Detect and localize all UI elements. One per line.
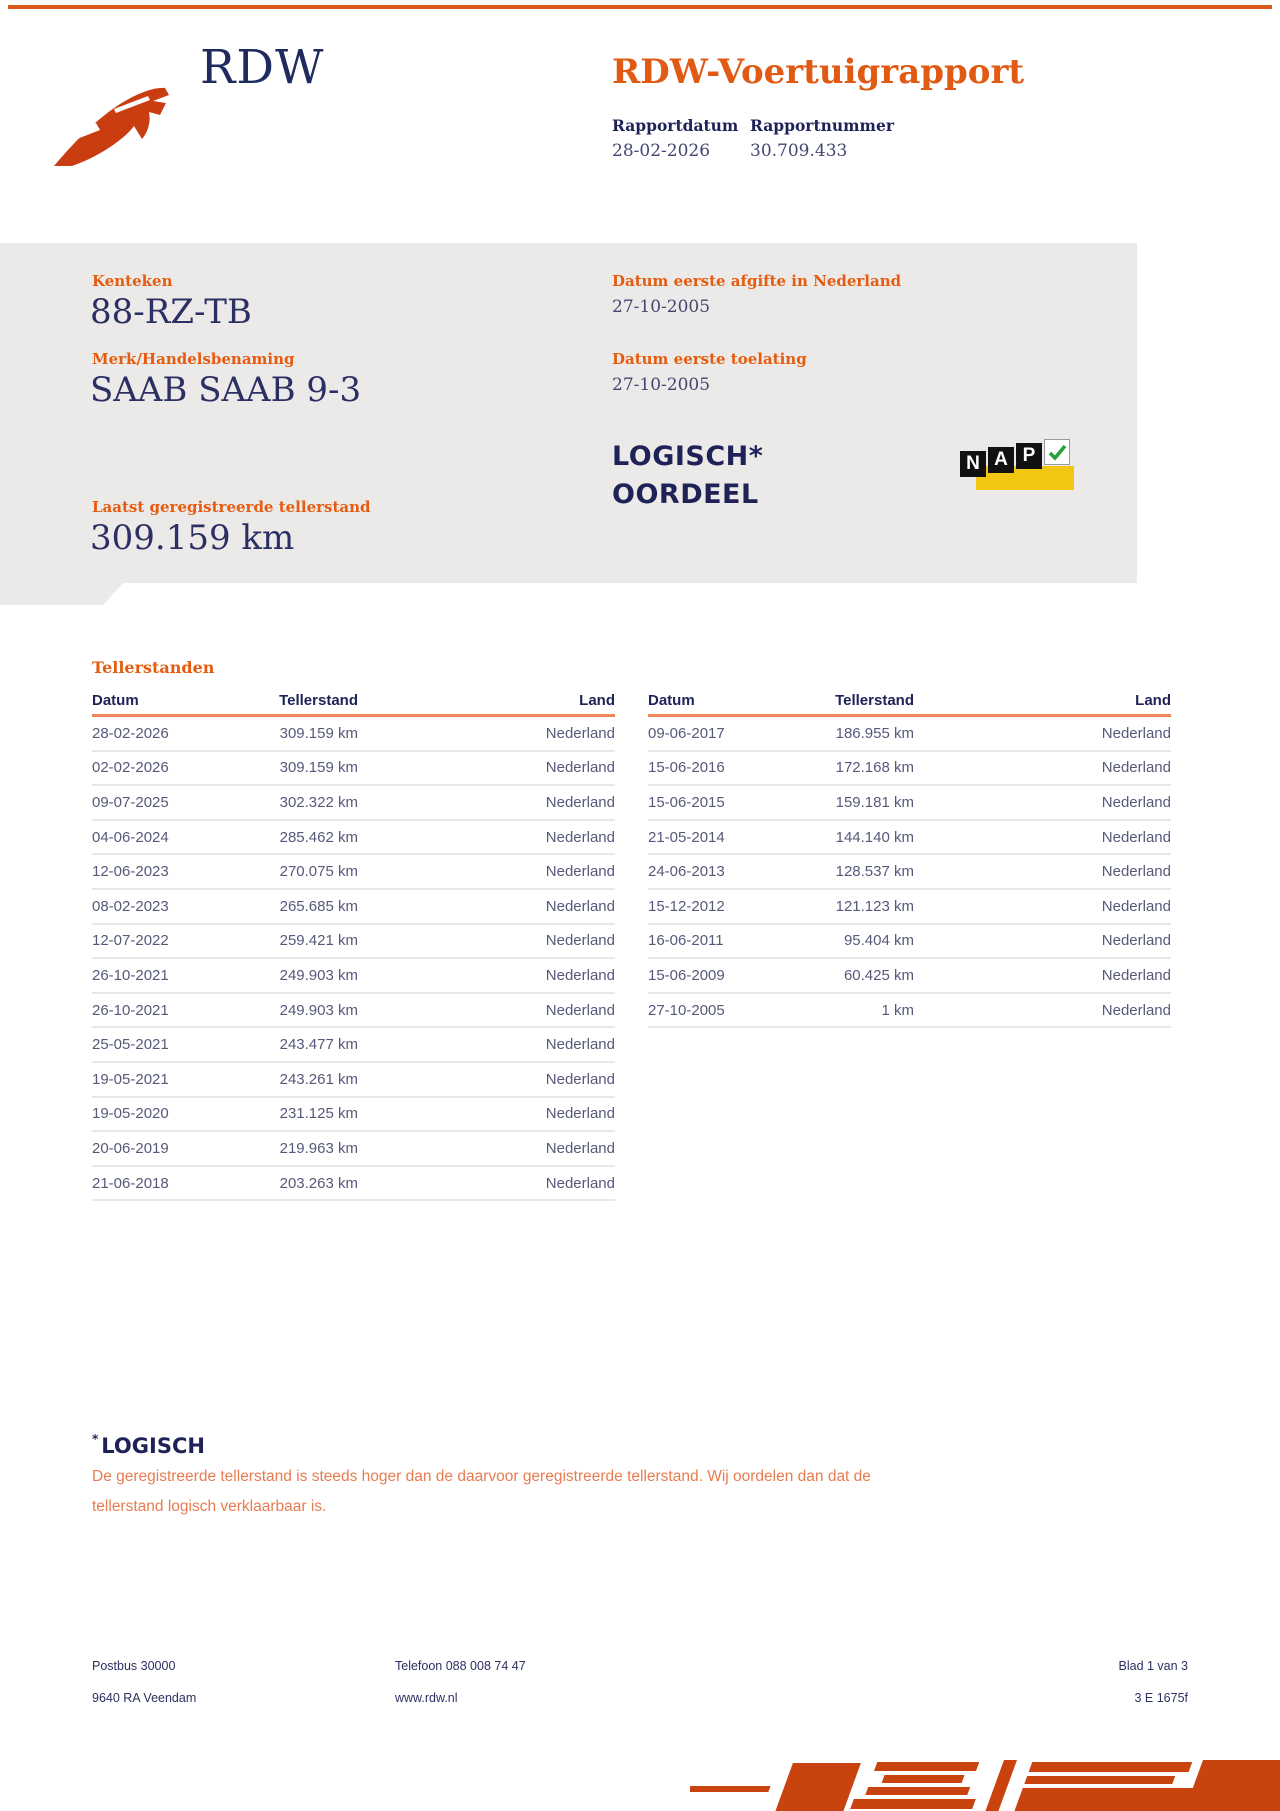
nap-tile-p: P <box>1016 443 1042 469</box>
cell-tellerstand: 249.903 km <box>279 1001 358 1019</box>
afgifte-label: Datum eerste afgifte in Nederland <box>612 272 902 290</box>
cell-tellerstand: 144.140 km <box>835 828 914 846</box>
footer-address <box>92 1650 196 1714</box>
table-row <box>92 890 615 925</box>
cell-land: Nederland <box>1101 966 1171 984</box>
cell-datum: 15-12-2012 <box>648 897 725 915</box>
table-row <box>648 717 1171 752</box>
logisch-note-body: De geregistreerde tellerstand is steeds hoger dan de daarvoor geregistreerde tellerstand. Wij oordelen dan dat de tellerstand logisch verklaarbaar is. <box>92 1468 871 1515</box>
top-orange-rule <box>8 5 1272 9</box>
cell-tellerstand: 172.168 km <box>835 759 914 777</box>
cell-tellerstand: 1 km <box>881 1001 914 1019</box>
cell-land: Nederland <box>545 897 615 915</box>
cell-land: Nederland <box>1101 793 1171 811</box>
cell-land: Nederland <box>1101 1001 1171 1019</box>
col-tellerstand: Tellerstand <box>279 692 358 709</box>
cell-land: Nederland <box>545 932 615 950</box>
nap-tile-n: N <box>960 451 986 477</box>
cell-tellerstand: 60.425 km <box>843 966 914 984</box>
cell-land: Nederland <box>545 793 615 811</box>
cell-land: Nederland <box>1101 759 1171 777</box>
cell-datum: 26-10-2021 <box>92 966 169 984</box>
afgifte-value: 27-10-2005 <box>612 297 711 317</box>
cell-datum: 15-06-2016 <box>648 759 725 777</box>
table-row <box>92 925 615 960</box>
cell-tellerstand: 309.159 km <box>279 724 358 742</box>
cell-land: Nederland <box>545 1036 615 1054</box>
col-land: Land <box>579 692 615 709</box>
cell-land: Nederland <box>1101 897 1171 915</box>
cell-land: Nederland <box>545 863 615 881</box>
table-body <box>92 717 615 1201</box>
cell-datum: 21-06-2018 <box>92 1174 169 1192</box>
cell-land: Nederland <box>545 1001 615 1019</box>
kenteken-value: 88-RZ-TB <box>90 292 252 332</box>
cell-land: Nederland <box>545 828 615 846</box>
footer-phone: Telefoon 088 008 74 47 <box>395 1659 526 1673</box>
merk-value: SAAB SAAB 9-3 <box>90 370 362 410</box>
cell-tellerstand: 259.421 km <box>279 932 358 950</box>
rdw-truck-graphic <box>690 1760 1280 1811</box>
table-body <box>648 717 1171 1028</box>
cell-tellerstand: 203.263 km <box>279 1174 358 1192</box>
cell-tellerstand: 309.159 km <box>279 759 358 777</box>
cell-datum: 26-10-2021 <box>92 1001 169 1019</box>
cell-land: Nederland <box>545 966 615 984</box>
cell-land: Nederland <box>545 759 615 777</box>
footer-form-code: 3 E 1675f <box>1134 1691 1188 1705</box>
logisch-asterisk: * <box>92 1432 99 1446</box>
table-row <box>92 821 615 856</box>
cell-datum: 24-06-2013 <box>648 863 725 881</box>
table-row <box>92 1063 615 1098</box>
cell-datum: 19-05-2020 <box>92 1105 169 1123</box>
kenteken-label: Kenteken <box>92 272 173 290</box>
report-date-value: 28-02-2026 <box>612 141 711 161</box>
table-row <box>92 959 615 994</box>
page-title: RDW-Voertuigrapport <box>612 52 1025 92</box>
cell-datum: 28-02-2026 <box>92 724 169 742</box>
cell-datum: 02-02-2026 <box>92 759 169 777</box>
table-row <box>92 994 615 1029</box>
cell-datum: 27-10-2005 <box>648 1001 725 1019</box>
report-number-value: 30.709.433 <box>750 141 848 161</box>
cell-tellerstand: 95.404 km <box>843 932 914 950</box>
cell-datum: 19-05-2021 <box>92 1070 169 1088</box>
laatste-tellerstand-value: 309.159 km <box>90 518 295 558</box>
table-row <box>92 855 615 890</box>
tellerstanden-title: Tellerstanden <box>92 658 215 677</box>
rdw-wordmark: RDW <box>200 40 325 95</box>
footer-page-number: Blad 1 van 3 <box>1118 1659 1188 1673</box>
col-datum: Datum <box>92 692 139 709</box>
cell-land: Nederland <box>1101 828 1171 846</box>
col-tellerstand: Tellerstand <box>835 692 914 709</box>
cell-datum: 25-05-2021 <box>92 1036 169 1054</box>
cell-tellerstand: 128.537 km <box>835 863 914 881</box>
table-row <box>648 959 1171 994</box>
cell-land: Nederland <box>1101 724 1171 742</box>
table-row <box>92 1167 615 1202</box>
footer-contact <box>395 1650 526 1714</box>
col-land: Land <box>1135 692 1171 709</box>
cell-land: Nederland <box>545 1105 615 1123</box>
cell-land: Nederland <box>1101 932 1171 950</box>
nap-logo-icon <box>958 438 1078 494</box>
table-row <box>92 1132 615 1167</box>
footer-website: www.rdw.nl <box>395 1691 458 1705</box>
cell-land: Nederland <box>1101 863 1171 881</box>
cell-tellerstand: 231.125 km <box>279 1105 358 1123</box>
table-row <box>92 717 615 752</box>
cell-tellerstand: 270.075 km <box>279 863 358 881</box>
cell-tellerstand: 243.477 km <box>279 1036 358 1054</box>
cell-land: Nederland <box>545 724 615 742</box>
logisch-note-heading <box>92 1432 205 1458</box>
table-row <box>648 786 1171 821</box>
oordeel-line2: OORDEEL <box>612 479 759 510</box>
nap-tile-a: A <box>988 447 1014 473</box>
table-row <box>648 994 1171 1029</box>
cell-datum: 20-06-2019 <box>92 1139 169 1157</box>
toelating-label: Datum eerste toelating <box>612 350 807 368</box>
cell-datum: 21-05-2014 <box>648 828 725 846</box>
table-row <box>648 855 1171 890</box>
cell-datum: 04-06-2024 <box>92 828 169 846</box>
toelating-value: 27-10-2005 <box>612 375 711 395</box>
cell-datum: 15-06-2009 <box>648 966 725 984</box>
logisch-heading-text: LOGISCH <box>101 1434 205 1458</box>
tellerstanden-table-right <box>648 692 1171 1028</box>
cell-datum: 16-06-2011 <box>648 932 724 950</box>
cell-tellerstand: 302.322 km <box>279 793 358 811</box>
footer-page-info <box>988 1650 1188 1714</box>
table-row <box>92 1028 615 1063</box>
cell-tellerstand: 186.955 km <box>835 724 914 742</box>
table-row <box>92 752 615 787</box>
table-row <box>92 1098 615 1133</box>
report-number-label: Rapportnummer <box>750 116 894 135</box>
col-datum: Datum <box>648 692 695 709</box>
cell-tellerstand: 159.181 km <box>835 793 914 811</box>
footer-postbus: Postbus 30000 <box>92 1659 176 1673</box>
cell-tellerstand: 219.963 km <box>279 1139 358 1157</box>
table-row <box>92 786 615 821</box>
tellerstanden-table-left <box>92 692 615 1201</box>
cell-datum: 12-07-2022 <box>92 932 169 950</box>
table-header <box>648 692 1171 717</box>
table-row <box>648 890 1171 925</box>
oordeel-line1: LOGISCH* <box>612 441 764 472</box>
table-row <box>648 925 1171 960</box>
cell-tellerstand: 265.685 km <box>279 897 358 915</box>
rdw-logo-icon <box>52 66 184 168</box>
cell-land: Nederland <box>545 1070 615 1088</box>
table-row <box>648 752 1171 787</box>
cell-datum: 09-07-2025 <box>92 793 169 811</box>
cell-tellerstand: 243.261 km <box>279 1070 358 1088</box>
cell-tellerstand: 285.462 km <box>279 828 358 846</box>
merk-label: Merk/Handelsbenaming <box>92 350 295 368</box>
table-header <box>92 692 615 717</box>
cell-tellerstand: 121.123 km <box>835 897 914 915</box>
nap-checkmark-icon <box>1044 439 1070 465</box>
table-row <box>648 821 1171 856</box>
laatste-tellerstand-label: Laatst geregistreerde tellerstand <box>92 498 371 516</box>
cell-datum: 09-06-2017 <box>648 724 725 742</box>
cell-land: Nederland <box>545 1139 615 1157</box>
report-date-label: Rapportdatum <box>612 116 739 135</box>
cell-tellerstand: 249.903 km <box>279 966 358 984</box>
oordeel-text <box>612 438 763 514</box>
cell-datum: 12-06-2023 <box>92 863 169 881</box>
cell-land: Nederland <box>545 1174 615 1192</box>
footer-city: 9640 RA Veendam <box>92 1691 197 1705</box>
cell-datum: 08-02-2023 <box>92 897 169 915</box>
cell-datum: 15-06-2015 <box>648 793 725 811</box>
